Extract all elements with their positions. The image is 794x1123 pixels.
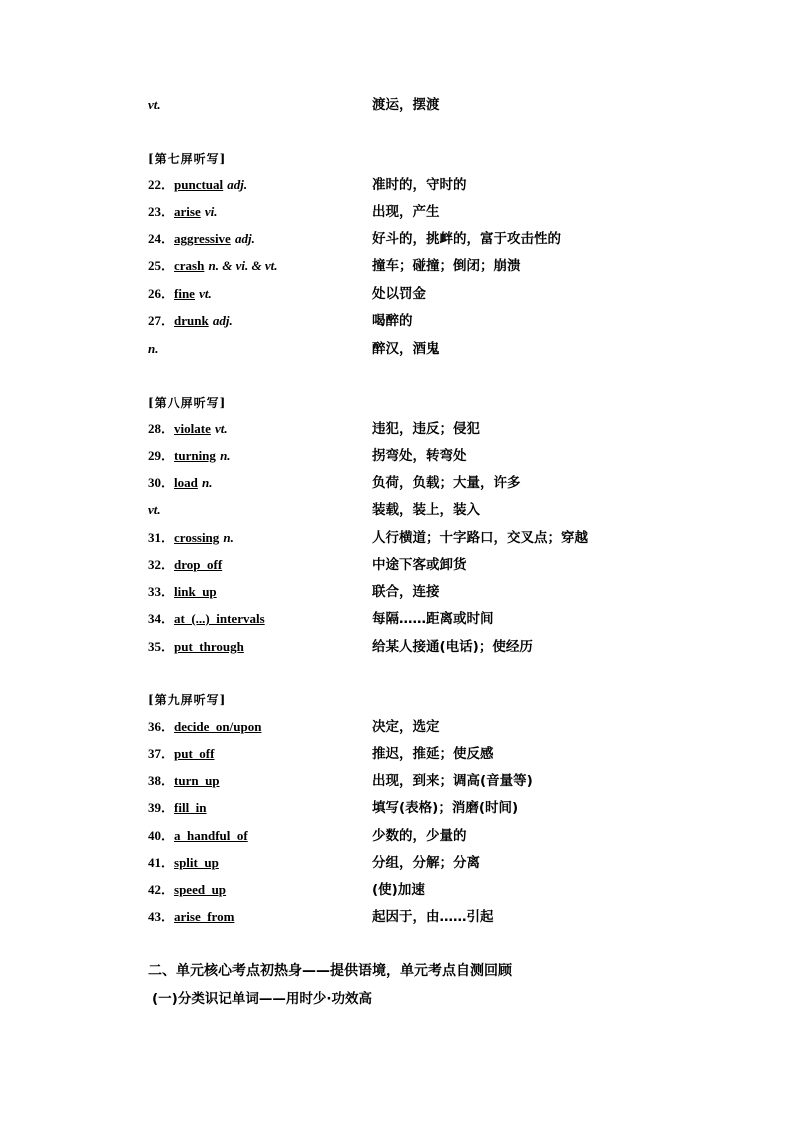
meaning: 违犯，违反；侵犯	[372, 421, 480, 437]
part-of-speech: adj.	[227, 177, 248, 192]
vocab-row	[148, 743, 494, 765]
section-title: [第七屏听写]	[148, 152, 227, 166]
part-of-speech: vt.	[148, 97, 161, 112]
entry-number: 33．	[148, 584, 175, 599]
entry-number: 31．	[148, 530, 175, 545]
vocab-row	[148, 418, 480, 440]
vocab-row	[148, 338, 440, 360]
meaning: 推迟，推延；使反感	[372, 746, 494, 762]
entry-number: 42．	[148, 882, 175, 897]
vocab-row	[148, 228, 561, 250]
section-subheading: (一)分类识记单词——用时少·功效高	[152, 991, 372, 1007]
meaning: 给某人接通(电话)；使经历	[372, 639, 533, 655]
part-of-speech: n.	[202, 475, 213, 490]
entry-number: 41．	[148, 855, 175, 870]
entry-word: crossing	[174, 530, 220, 545]
entry-number: 32．	[148, 557, 175, 572]
vocab-row	[148, 797, 519, 819]
part-of-speech: n.	[220, 448, 231, 463]
vocab-row	[148, 283, 426, 305]
vocab-row	[148, 554, 467, 576]
part-of-speech: vt.	[148, 502, 161, 517]
entry-word: violate	[174, 421, 211, 436]
entry-word: fine	[174, 286, 195, 301]
meaning: 起因于，由……引起	[372, 909, 494, 925]
part-of-speech: n.	[148, 341, 159, 356]
entry-word: turning	[174, 448, 216, 463]
meaning: (使)加速	[372, 882, 425, 898]
entry-number: 22．	[148, 177, 175, 192]
entry-word: turn up	[174, 773, 220, 788]
entry-number: 26．	[148, 286, 175, 301]
vocab-row	[148, 499, 480, 521]
meaning: 填写(表格)；消磨(时间)	[372, 800, 519, 816]
entry-word: put off	[174, 746, 215, 761]
vocab-row	[148, 445, 467, 467]
entry-word: arise	[174, 204, 201, 219]
entry-word: a handful of	[174, 828, 248, 843]
entry-number: 43．	[148, 909, 175, 924]
entry-word: punctual	[174, 177, 224, 192]
section-title: [第九屏听写]	[148, 693, 227, 707]
entry-number: 36．	[148, 719, 175, 734]
entry-word: crash	[174, 258, 205, 273]
entry-word: drop off	[174, 557, 223, 572]
vocab-row	[148, 201, 440, 223]
meaning: 分组，分解；分离	[372, 855, 480, 871]
meaning: 撞车；碰撞；倒闭；崩溃	[372, 258, 521, 274]
entry-word: drunk	[174, 313, 209, 328]
vocab-row	[148, 636, 533, 658]
vocab-row	[148, 716, 440, 738]
vocab-row	[148, 825, 467, 847]
meaning: 渡运，摆渡	[372, 97, 440, 113]
vocab-row	[148, 174, 467, 196]
entry-number: 23．	[148, 204, 175, 219]
entry-number: 27．	[148, 313, 175, 328]
vocab-row	[148, 581, 440, 603]
vocab-row	[148, 255, 521, 277]
section-title: [第八屏听写]	[148, 396, 227, 410]
entry-word: aggressive	[174, 231, 231, 246]
meaning: 联合，连接	[372, 584, 440, 600]
entry-number: 24．	[148, 231, 175, 246]
meaning: 决定，选定	[372, 719, 440, 735]
entry-word: load	[174, 475, 198, 490]
vocab-row-top	[148, 94, 440, 116]
part-of-speech: adj.	[234, 231, 255, 246]
entry-word: speed up	[174, 882, 227, 897]
entry-word: link up	[174, 584, 217, 599]
entry-number: 40．	[148, 828, 175, 843]
meaning: 准时的，守时的	[372, 177, 467, 193]
entry-number: 34．	[148, 611, 175, 626]
part-of-speech: n. & vi. & vt.	[208, 258, 278, 273]
meaning: 人行横道；十字路口，交叉点；穿越	[372, 530, 588, 546]
vocab-row	[148, 527, 588, 549]
entry-number: 38．	[148, 773, 175, 788]
entry-word: at (...) intervals	[174, 611, 265, 626]
meaning: 醉汉，酒鬼	[372, 341, 440, 357]
entry-word: arise from	[174, 909, 235, 924]
vocab-row	[148, 770, 533, 792]
section-heading: 二、单元核心考点初热身——提供语境，单元考点自测回顾	[148, 963, 512, 979]
entry-number: 37．	[148, 746, 175, 761]
part-of-speech: vt.	[214, 421, 228, 436]
entry-number: 39．	[148, 800, 175, 815]
entry-word: put through	[174, 639, 244, 654]
vocab-row	[148, 472, 521, 494]
meaning: 拐弯处，转弯处	[372, 448, 467, 464]
entry-number: 25．	[148, 258, 175, 273]
entry-number: 29．	[148, 448, 175, 463]
vocab-row	[148, 608, 494, 630]
vocab-row	[148, 906, 494, 928]
meaning: 出现，到来；调高(音量等)	[372, 773, 533, 789]
meaning: 装载，装上，装入	[372, 502, 480, 518]
entry-number: 35．	[148, 639, 175, 654]
meaning: 负荷，负载；大量，许多	[372, 475, 521, 491]
vocab-row	[148, 879, 425, 901]
vocab-row	[148, 852, 480, 874]
meaning: 出现，产生	[372, 204, 440, 220]
vocab-row	[148, 310, 413, 332]
meaning: 喝醉的	[372, 313, 413, 329]
meaning: 每隔……距离或时间	[372, 611, 494, 627]
part-of-speech: vt.	[199, 286, 212, 301]
meaning: 少数的，少量的	[372, 828, 467, 844]
entry-word: decide on/upon	[174, 719, 262, 734]
part-of-speech: adj.	[212, 313, 233, 328]
entry-word: split up	[174, 855, 219, 870]
meaning: 中途下客或卸货	[372, 557, 467, 573]
entry-word: fill in	[174, 800, 207, 815]
meaning: 好斗的，挑衅的，富于攻击性的	[372, 231, 561, 247]
meaning: 处以罚金	[372, 286, 426, 302]
entry-number: 30．	[148, 475, 175, 490]
entry-number: 28．	[148, 421, 175, 436]
part-of-speech: n.	[223, 530, 234, 545]
part-of-speech: vi.	[204, 204, 218, 219]
